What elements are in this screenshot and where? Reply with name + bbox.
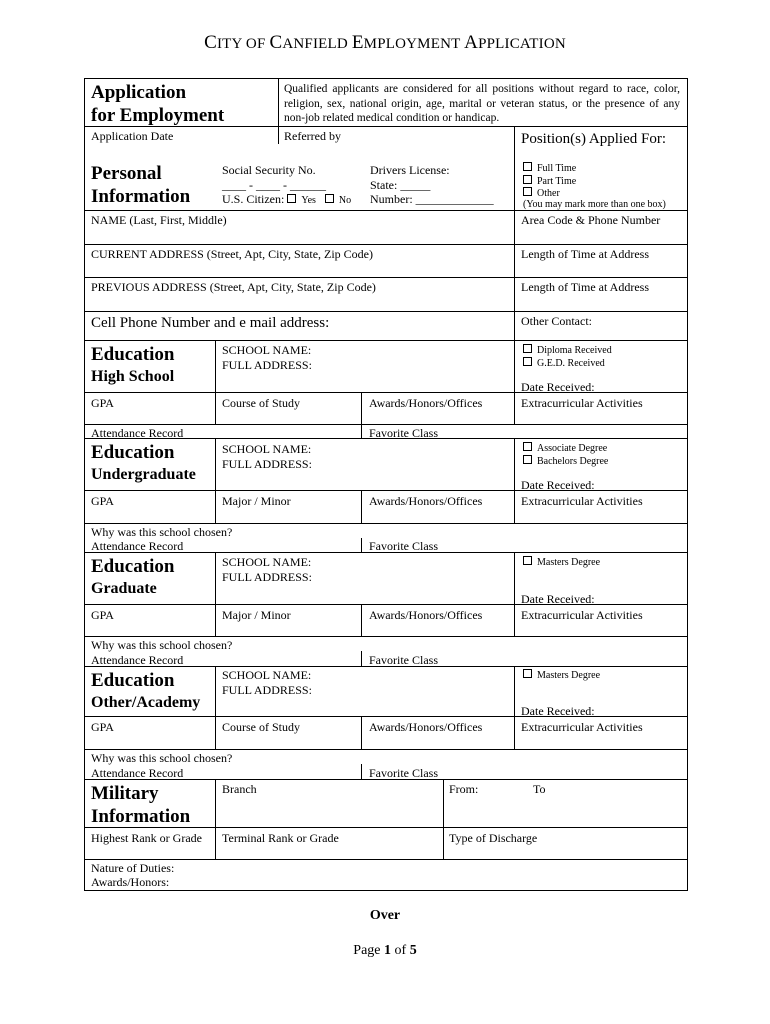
other-attendance-label[interactable]: Attendance Record [91, 766, 184, 780]
grad-masters-option[interactable] [523, 556, 600, 569]
hs-gpa-label[interactable]: GPA [91, 396, 114, 410]
other-awards-label[interactable]: Awards/Honors/Offices [369, 720, 483, 734]
ug-awards-label[interactable]: Awards/Honors/Offices [369, 494, 483, 508]
referred-by-label[interactable]: Referred by [284, 129, 341, 143]
other-contact-label[interactable]: Other Contact: [521, 314, 592, 328]
app-title-line2: for Employment [91, 105, 225, 126]
personal-title-line2: Information [91, 186, 191, 207]
bachelors-option[interactable] [523, 455, 608, 468]
page-number: Page 1 of 5 [353, 943, 417, 958]
education-hs-title: Education [91, 344, 175, 365]
dl-state-field[interactable]: State: _____ [370, 178, 431, 192]
hs-awards-label[interactable]: Awards/Honors/Offices [369, 396, 483, 410]
length-current-label[interactable]: Length of Time at Address [521, 247, 649, 261]
ug-gpa-label[interactable]: GPA [91, 494, 114, 508]
diploma-checkbox[interactable] [523, 344, 532, 353]
current-address-label[interactable]: CURRENT ADDRESS (Street, Apt, City, State, Zip Code) [91, 247, 374, 261]
hs-full-address-label[interactable]: FULL ADDRESS: [222, 358, 312, 372]
military-awards-label[interactable]: Awards/Honors: [91, 875, 170, 889]
ug-why-label[interactable]: Why was this school chosen? [91, 525, 233, 539]
phone-label[interactable]: Area Code & Phone Number [521, 213, 661, 227]
name-label[interactable]: NAME (Last, First, Middle) [91, 213, 227, 227]
grad-masters-checkbox[interactable] [523, 556, 532, 565]
ug-school-name-label[interactable]: SCHOOL NAME: [222, 442, 312, 456]
education-ug-title: Education [91, 442, 175, 463]
equal-opportunity-notice: Qualified applicants are considered for all positions without regard to race, color, religion, sex, national origin, age, marital or veteran status, or the presence of any non-job related medical condition or handicap. [284, 83, 680, 124]
hs-date-received-label[interactable]: Date Received: [521, 380, 595, 394]
other-checkbox[interactable] [523, 187, 532, 196]
other-favorite-class-label[interactable]: Favorite Class [369, 766, 438, 780]
ged-checkbox[interactable] [523, 357, 532, 366]
other-masters-label: Masters Degree [537, 670, 601, 681]
hs-attendance-label[interactable]: Attendance Record [91, 426, 184, 440]
hs-school-name-label[interactable]: SCHOOL NAME: [222, 343, 312, 357]
part-time-checkbox[interactable] [523, 175, 532, 184]
ged-option[interactable] [523, 357, 605, 370]
application-form [84, 78, 688, 891]
to-label[interactable]: To [533, 782, 546, 796]
personal-title-line1: Personal [91, 163, 162, 184]
other-date-received-label[interactable]: Date Received: [521, 704, 595, 718]
hs-favorite-class-label[interactable]: Favorite Class [369, 426, 438, 440]
other-course-label[interactable]: Course of Study [222, 720, 300, 734]
grad-school-name-label[interactable]: SCHOOL NAME: [222, 555, 312, 569]
ug-full-address-label[interactable]: FULL ADDRESS: [222, 457, 312, 471]
other-masters-checkbox[interactable] [523, 669, 532, 678]
diploma-option[interactable] [523, 344, 612, 357]
citizen-no-label: No [338, 195, 352, 206]
grad-attendance-label[interactable]: Attendance Record [91, 653, 184, 667]
ug-favorite-class-label[interactable]: Favorite Class [369, 539, 438, 553]
military-title-line1: Military [91, 783, 159, 804]
full-time-label: Full Time [537, 163, 577, 174]
high-school-subtitle: High School [91, 368, 175, 385]
full-time-checkbox[interactable] [523, 162, 532, 171]
citizen-yes-checkbox[interactable] [287, 194, 296, 203]
military-title-line2: Information [91, 806, 191, 827]
associate-checkbox[interactable] [523, 442, 532, 451]
highest-rank-label[interactable]: Highest Rank or Grade [91, 831, 202, 845]
other-school-name-label[interactable]: SCHOOL NAME: [222, 668, 312, 682]
application-date-label[interactable]: Application Date [91, 129, 174, 143]
ug-attendance-label[interactable]: Attendance Record [91, 539, 184, 553]
positions-applied-label[interactable]: Position(s) Applied For: [521, 131, 667, 147]
grad-why-label[interactable]: Why was this school chosen? [91, 638, 233, 652]
grad-masters-label: Masters Degree [537, 557, 601, 568]
other-extracurricular-label[interactable]: Extracurricular Activities [521, 720, 643, 734]
other-label: Other [537, 188, 560, 199]
education-other-title: Education [91, 670, 175, 691]
other-why-label[interactable]: Why was this school chosen? [91, 751, 233, 765]
ssn-label: Social Security No. [222, 163, 316, 177]
grad-major-label[interactable]: Major / Minor [222, 608, 291, 622]
citizen-yes-label: Yes [301, 195, 316, 206]
branch-label[interactable]: Branch [222, 782, 257, 796]
drivers-license-label: Drivers License: [370, 163, 450, 177]
length-previous-label[interactable]: Length of Time at Address [521, 280, 649, 294]
bachelors-checkbox[interactable] [523, 455, 532, 464]
grad-date-received-label[interactable]: Date Received: [521, 592, 595, 606]
terminal-rank-label[interactable]: Terminal Rank or Grade [222, 831, 339, 845]
ug-date-received-label[interactable]: Date Received: [521, 478, 595, 492]
citizen-label: U.S. Citizen: [222, 192, 285, 206]
hs-course-label[interactable]: Course of Study [222, 396, 300, 410]
ssn-field[interactable]: ____ - ____ - ______ [222, 178, 326, 192]
from-label[interactable]: From: [449, 782, 479, 796]
grad-full-address-label[interactable]: FULL ADDRESS: [222, 570, 312, 584]
associate-label: Associate Degree [537, 443, 608, 454]
ug-major-label[interactable]: Major / Minor [222, 494, 291, 508]
graduate-subtitle: Graduate [91, 580, 157, 597]
grad-favorite-class-label[interactable]: Favorite Class [369, 653, 438, 667]
grad-extracurricular-label[interactable]: Extracurricular Activities [521, 608, 643, 622]
dl-number-field[interactable]: Number: _____________ [370, 192, 494, 206]
other-academy-subtitle: Other/Academy [91, 694, 201, 711]
ged-label: G.E.D. Received [537, 358, 605, 369]
over-label: Over [369, 908, 401, 923]
diploma-label: Diploma Received [537, 345, 612, 356]
bachelors-label: Bachelors Degree [537, 456, 609, 467]
undergraduate-subtitle: Undergraduate [91, 466, 196, 483]
mark-more-note: (You may mark more than one box) [523, 199, 666, 210]
grad-awards-label[interactable]: Awards/Honors/Offices [369, 608, 483, 622]
citizen-no-checkbox[interactable] [325, 194, 334, 203]
duties-label[interactable]: Nature of Duties: [91, 861, 175, 875]
ug-extracurricular-label[interactable]: Extracurricular Activities [521, 494, 643, 508]
document-title: CITY OF CANFIELD EMPLOYMENT APPLICATION [204, 32, 566, 53]
discharge-type-label[interactable]: Type of Discharge [449, 831, 538, 845]
cell-email-label[interactable]: Cell Phone Number and e mail address: [91, 315, 330, 331]
app-title-line1: Application [91, 82, 187, 103]
associate-option[interactable] [523, 442, 607, 455]
previous-address-label[interactable]: PREVIOUS ADDRESS (Street, Apt, City, State, Zip Code) [91, 280, 376, 294]
hs-extracurricular-label[interactable]: Extracurricular Activities [521, 396, 643, 410]
other-full-address-label[interactable]: FULL ADDRESS: [222, 683, 312, 697]
full-time-option[interactable] [523, 162, 576, 175]
other-gpa-label[interactable]: GPA [91, 720, 114, 734]
education-grad-title: Education [91, 556, 175, 577]
grad-gpa-label[interactable]: GPA [91, 608, 114, 622]
citizen-row [222, 192, 351, 207]
other-masters-option[interactable] [523, 669, 600, 682]
part-time-label: Part Time [537, 176, 577, 187]
